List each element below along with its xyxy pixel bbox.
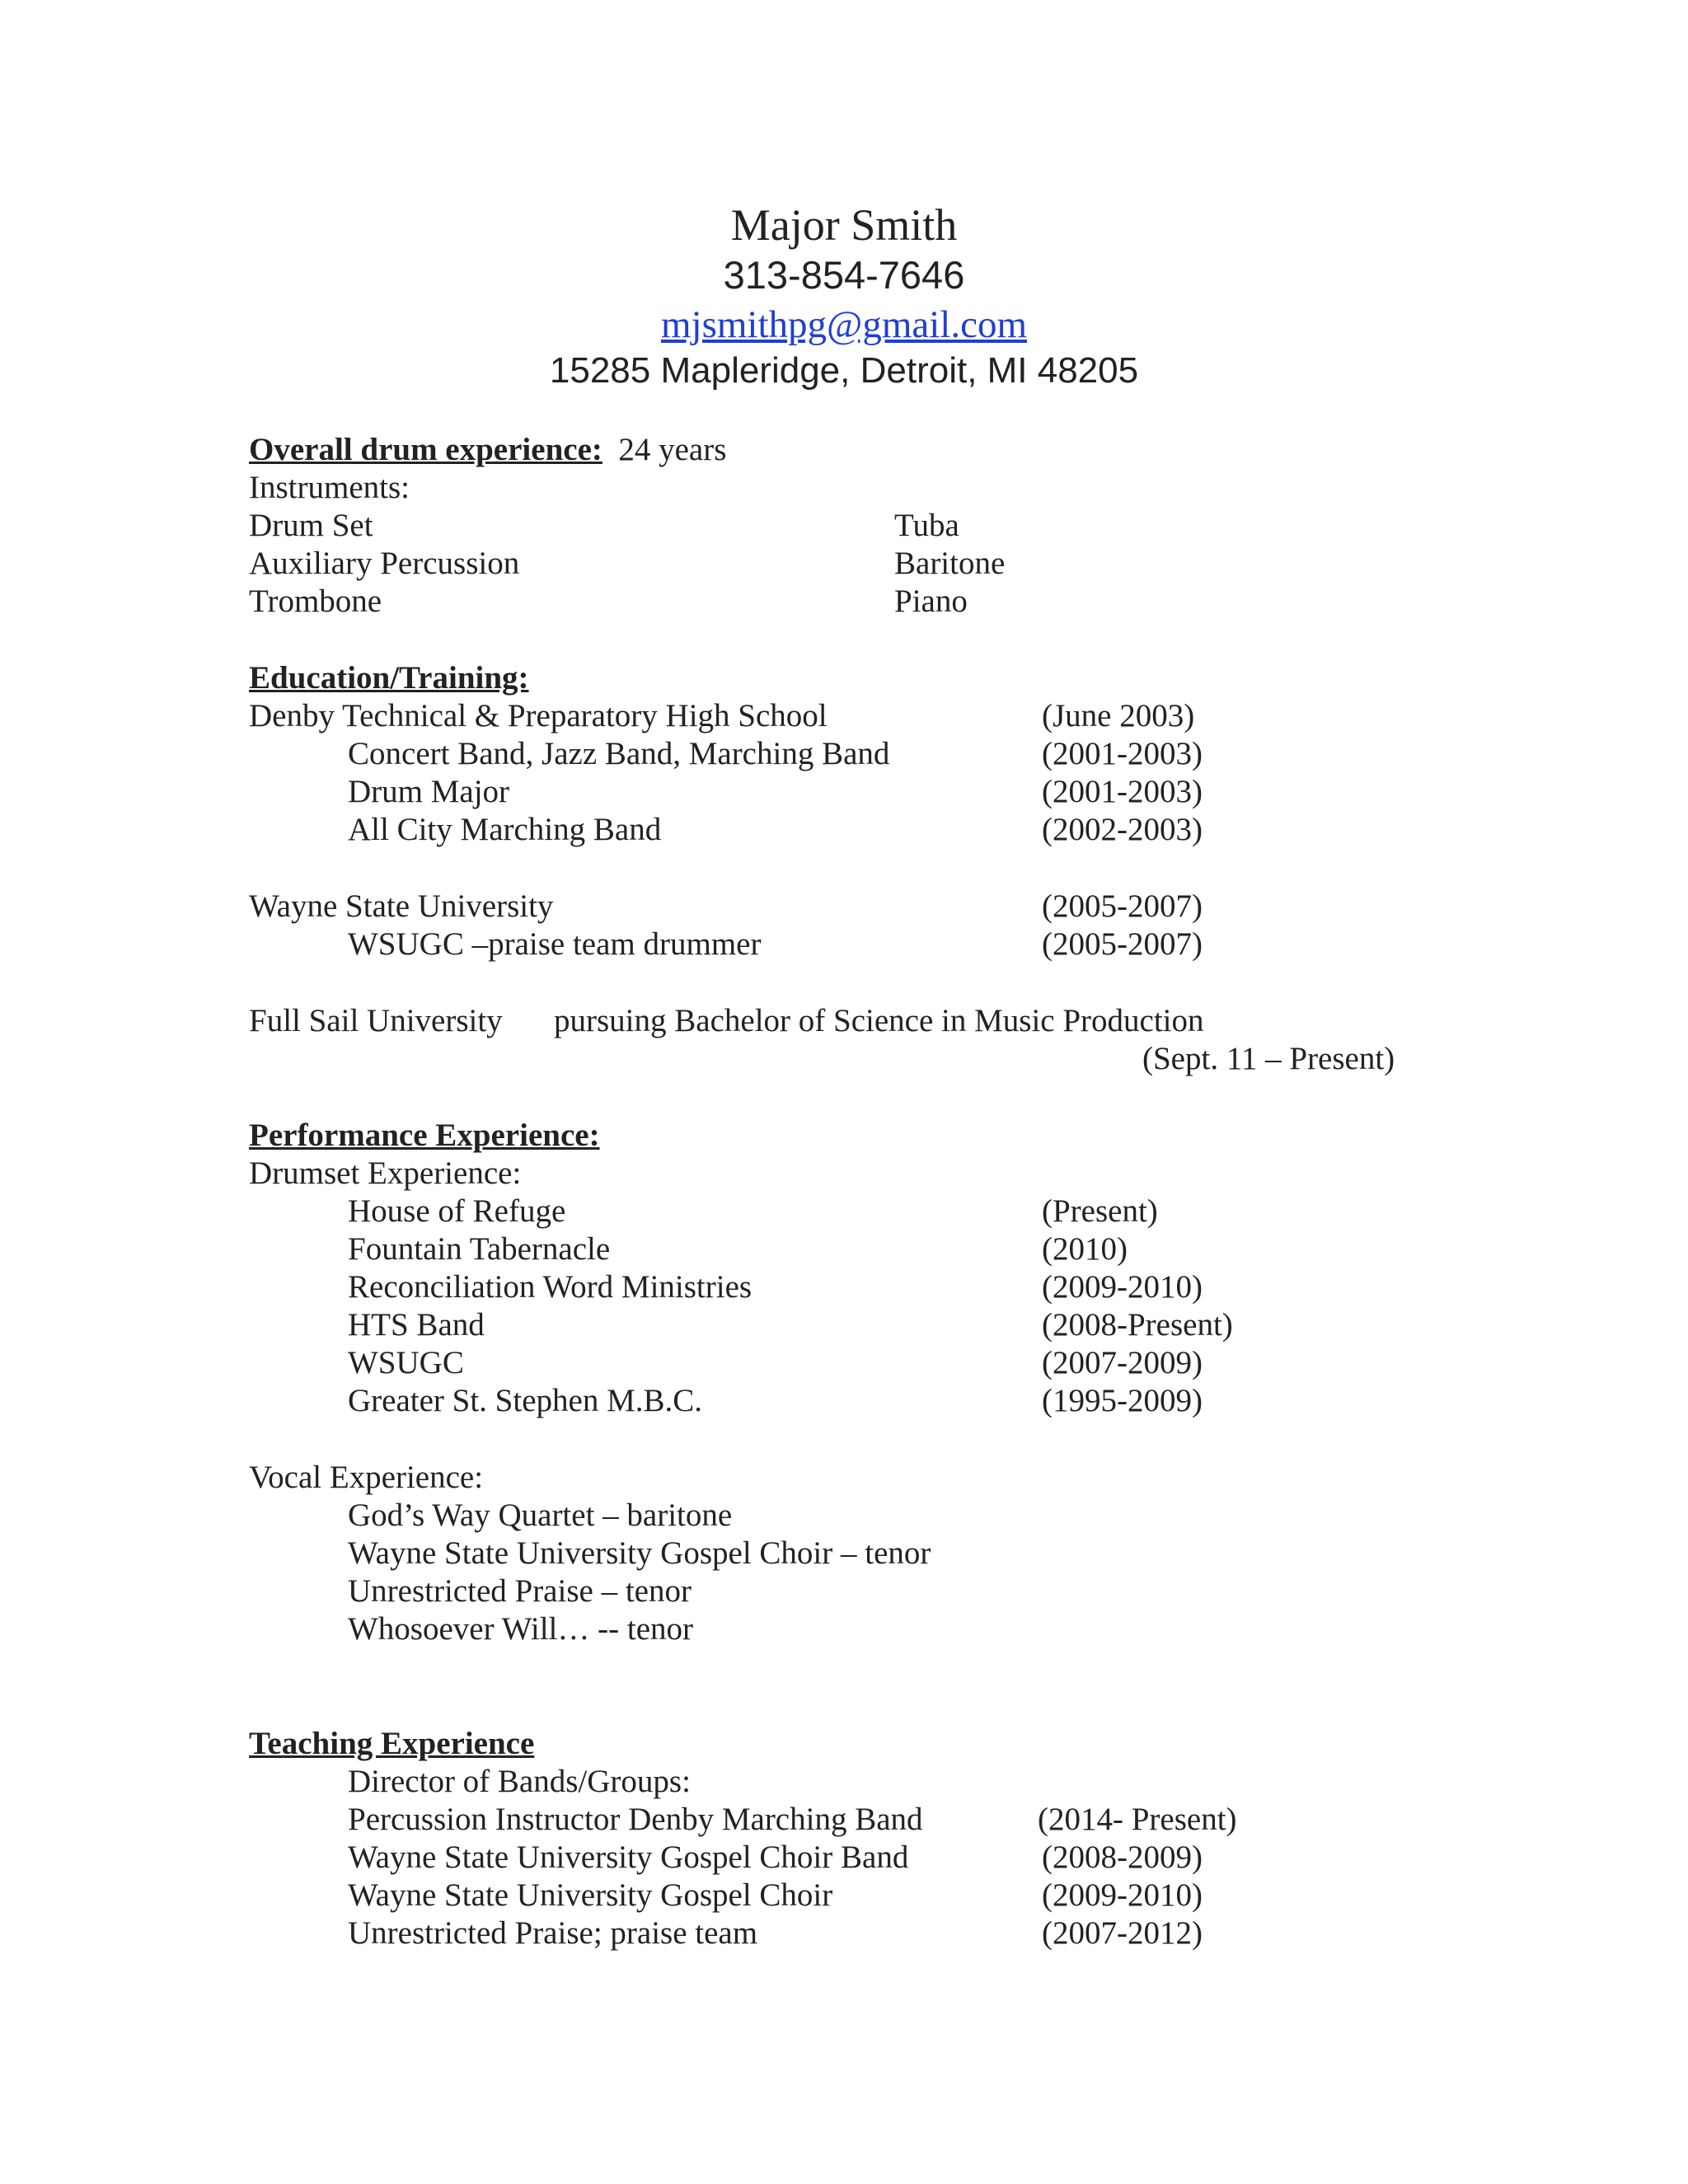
drumset-item-date: (2007-2009)	[1042, 1345, 1203, 1380]
teaching-item: Wayne State University Gospel Choir	[348, 1877, 833, 1913]
drumset-item: Fountain Tabernacle	[348, 1231, 611, 1267]
drumset-item: Reconciliation Word Ministries	[348, 1269, 753, 1305]
teaching-item: Unrestricted Praise; praise team	[348, 1915, 758, 1951]
instrument-item: Baritone	[894, 546, 1006, 581]
overall-experience-value: 24 years	[618, 432, 727, 467]
address: 15285 Mapleridge, Detroit, MI 48205	[549, 350, 1139, 391]
drumset-item-date: (2010)	[1042, 1231, 1128, 1267]
instrument-item: Trombone	[249, 583, 382, 619]
email-link[interactable]: mjsmithpg@gmail.com	[660, 303, 1028, 346]
education-date: (2005-2007)	[1042, 888, 1203, 924]
teaching-item: Wayne State University Gospel Choir Band	[348, 1840, 909, 1875]
drumset-item-date: (Present)	[1042, 1193, 1158, 1229]
instrument-item: Tuba	[894, 508, 959, 543]
director-label: Director of Bands/Groups:	[348, 1764, 691, 1799]
education-item-date: (2001-2003)	[1042, 774, 1203, 809]
teaching-item-date: (2008-2009)	[1042, 1840, 1203, 1875]
teaching-item-date: (2009-2010)	[1042, 1877, 1203, 1913]
education-item-date: (2005-2007)	[1042, 926, 1203, 962]
drumset-item: Greater St. Stephen M.B.C.	[348, 1383, 703, 1418]
overall-experience-heading: Overall drum experience:	[249, 432, 603, 467]
email-line	[0, 300, 1688, 349]
education-item: Concert Band, Jazz Band, Marching Band	[348, 736, 890, 771]
vocal-item: God’s Way Quartet – baritone	[348, 1497, 733, 1533]
education-item: Drum Major	[348, 774, 510, 809]
education-item: WSUGC –praise team drummer	[348, 926, 762, 962]
instrument-item: Piano	[894, 583, 968, 619]
education-item-date: (2001-2003)	[1042, 736, 1203, 771]
education-school: Full Sail University	[249, 1003, 503, 1038]
vocal-item: Wayne State University Gospel Choir – tenor	[348, 1535, 931, 1571]
performance-heading: Performance Experience:	[249, 1118, 600, 1153]
drumset-label: Drumset Experience:	[249, 1155, 522, 1191]
drumset-item: HTS Band	[348, 1307, 485, 1343]
education-item: All City Marching Band	[348, 812, 662, 847]
drumset-item: WSUGC	[348, 1345, 464, 1380]
education-school: Wayne State University	[249, 888, 554, 924]
drumset-item: House of Refuge	[348, 1193, 566, 1229]
vocal-item: Unrestricted Praise – tenor	[348, 1573, 692, 1609]
teaching-item: Percussion Instructor Denby Marching Band	[348, 1802, 923, 1837]
vocal-label: Vocal Experience:	[249, 1460, 484, 1495]
vocal-item: Whosoever Will… -- tenor	[348, 1611, 694, 1647]
overall-experience-line	[249, 431, 726, 469]
education-date: (June 2003)	[1042, 698, 1195, 733]
resume-name: Major Smith	[730, 200, 958, 250]
drumset-item-date: (1995-2009)	[1042, 1383, 1203, 1418]
instrument-item: Drum Set	[249, 508, 373, 543]
education-school: Denby Technical & Preparatory High School	[249, 698, 828, 733]
instruments-label: Instruments:	[249, 470, 410, 505]
education-heading: Education/Training:	[249, 660, 529, 696]
teaching-heading: Teaching Experience	[249, 1726, 535, 1761]
education-item-date: (2002-2003)	[1042, 812, 1203, 847]
drumset-item-date: (2008-Present)	[1042, 1307, 1233, 1343]
teaching-item-date: (2014- Present)	[1038, 1802, 1237, 1837]
instrument-item: Auxiliary Percussion	[249, 546, 520, 581]
teaching-item-date: (2007-2012)	[1042, 1915, 1203, 1951]
education-program: pursuing Bachelor of Science in Music Production	[554, 1003, 1204, 1038]
drumset-item-date: (2009-2010)	[1042, 1269, 1203, 1305]
phone-number: 313-854-7646	[723, 253, 965, 297]
education-date: (Sept. 11 – Present)	[1142, 1041, 1395, 1076]
